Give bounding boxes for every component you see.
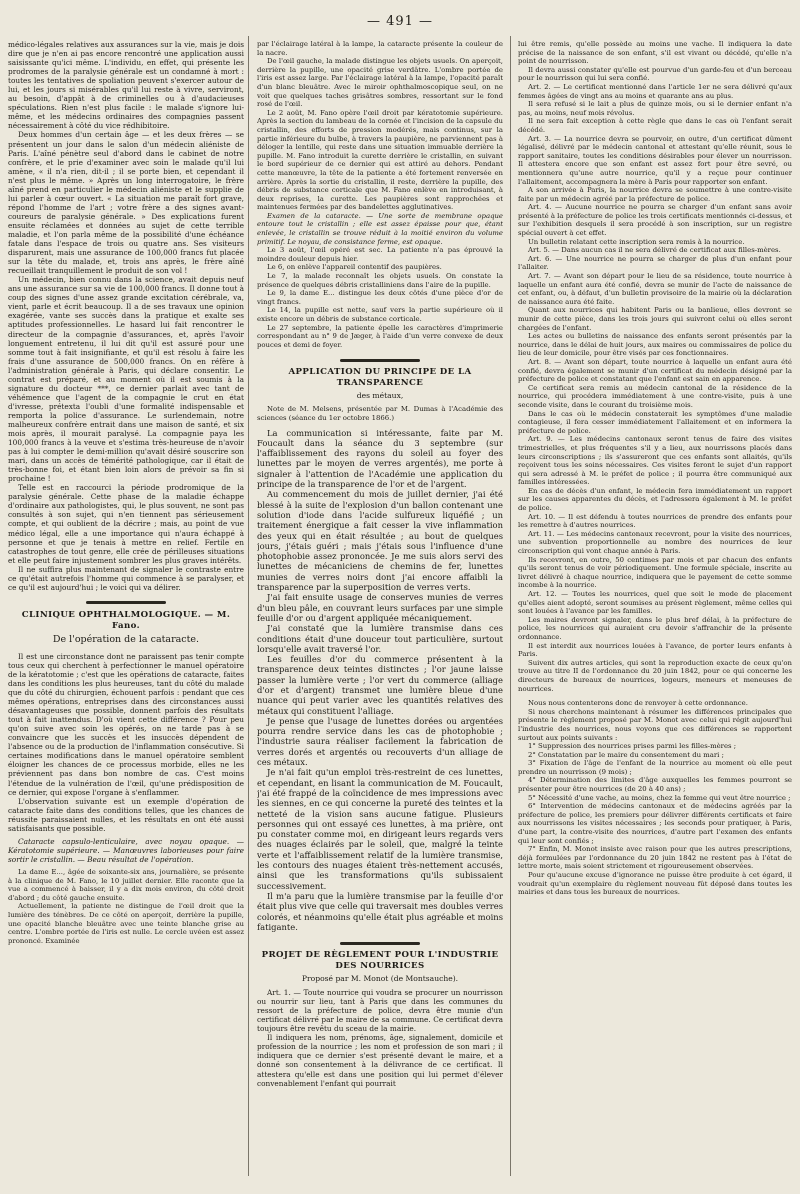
paragraph: Il sera refusé si le lait a plus de quinze mois, ou si le dernier enfant n'a pas, au moins, neuf mois révolus.	[518, 100, 792, 117]
paragraph: Je pense que l'usage de lunettes dorées ou argentées pourra rendre service dans les cas de photophobie ; l'industrie saura réaliser facilement la fabrication de verres dorés et argentés ou recouverts d'un alliage de ces métaux.	[257, 715, 503, 768]
paragraph: Les maires devront signaler, dans le plus bref délai, à la préfecture de police, les nourrices qui auraient cru devoir s'affranchir de la présente ordonnance.	[518, 615, 792, 641]
paragraph: Ils recevront, en outre, 50 centimes par mois et par chacun des enfants qu'ils seront tenus de voir périodiquement. Une formule spéciale, inscrite au livret délivré à chaque nourrice, indiquera que le payement de cette somme incombe à la nourrice.	[518, 555, 792, 590]
paragraph: Art. 3. — La nourrice devra se pourvoir, en outre, d'un certificat dûment légalisé, délivré par le médecin cantonal et attestant qu'elle réunit, sous le rapport sanitaire, toutes les conditions désirables pour élever un nourrisson. Il attestera encore que son enfant est assez fort pour être sevré, ou mentionnera qu'une autre nourrice, qu'il y a reçue pour continuer l'allaitement, accompagnera la mère à Paris pour rapporter son enfant.	[518, 134, 792, 186]
paragraph: Art. 1. — Toute nourrice qui voudra se procurer un nourrisson ou nourrir sur lieu, tant à Paris que dans les communes du ressort de la préfecture de police, devra être munie d'un certificat délivré par le maire de sa commune. Ce certificat devra toujours être revêtu du sceau de la mairie.	[257, 988, 503, 1034]
paragraph: 7° Enfin, M. Monot insiste avec raison pour que les autres prescriptions, déjà formulées par l'ordonnance du 20 juin 1842 ne restent pas à l'état de lettre morte, mais soient strictement et rigoureusement observées.	[518, 845, 792, 871]
paragraph: 3° Fixation de l'âge de l'enfant de la nourrice au moment où elle peut prendre un nourrisson (9 mois) ;	[518, 759, 792, 776]
paragraph: La dame E..., âgée de soixante-six ans, journalière, se présente à la clinique de M. Fano, le 10 juillet dernier. Elle raconte que la vue a commencé à baisser, il y a dix mois environ, du côté droit d'abord ; du côté gauche ensuite.	[8, 867, 244, 902]
paragraph: Il ne sera fait exception à cette règle que dans le cas où l'enfant serait décédé.	[518, 117, 792, 134]
paragraph: Suivent dix autres articles, qui sont la reproduction exacte de ceux qu'on trouve au titre II de l'ordonnance du 20 juin 1842, pour ce qui concerne les directeurs de bureaux de nourrices, logeurs, meneurs et meneuses de nourrices.	[518, 658, 792, 693]
paragraph: Art. 5. — Dans aucun cas il ne sera délivré de certificat aux filles-mères.	[528, 246, 781, 255]
paragraph: Art. 4. — Aucune nourrice ne pourra se charger d'un enfant sans avoir présenté à la préfecture de police les trois certificats mentionnés ci-dessus, et sur l'exhibition desquels il sera procédé à son inscription, sur un registre spécial ouvert à cet effet.	[518, 203, 792, 238]
paragraph: En cas de décès d'un enfant, le médecin fera immédiatement un rapport sur les causes apparentes du décès, et l'adressera également à M. le préfet de police.	[518, 486, 792, 513]
paragraph: Dans le cas où le médecin constaterait les symptômes d'une maladie contagieuse, il fera cesser immédiatement l'allaitement et en informera la préfecture de police.	[518, 409, 792, 435]
paragraph: Un médecin, bien connu dans la science, avait depuis neuf ans une assurance sur sa vie de 100,000 francs. Il donne tout à coup des signes d'une assez grande excitation cérébrale, va, vient, parle et écrit beaucoup. Il a de ses travaux une opinion exagérée, vante ses succès dans la pratique et exalte ses aptitudes professionnelles. Le hasard lui fait rencontrer le directeur de la compagnie d'assurances, et, après l'avoir longuement entretenu, il lui dit qu'il est assuré pour une somme tout à fait insignifiante, et qu'il est résolu à faire les frais d'une assurance de 500,000 francs. On en réfère à l'administration générale à Paris, qui déclare consentir. Le contrat est préparé, et au moment où il est soumis à la signature du docteur ***, ce dernier parlait avec tant de véhémence que l'agent de la compagnie le crut en état d'ivresse, prétexta l'oubli d'une formalité indispensable et remporta la police d'assurance. Le surlendemain, notre malheureux confrère entrait dans une maison de santé, et six mois après, il mourait paralysé. La compagnie paya les 100,000 francs à la veuve et s'estima très-heureuse de n'avoir pas à lui compter le demi-million qu'avait désiré souscrire son mari, dans un accès de témérité pathologique, car il était de très-bonne foi, et étant bien loin alors de prévoir sa fin si prochaine !	[8, 275, 244, 484]
paragraph: Le 2 août, M. Fano opère l'œil droit par kératotomie supérieure. Après la section du lambeau de la cornée et l'incision de la capsule du cristallin, des efforts de pression modérés, mais continus, sur la partie inférieure du bulbe, à travers la paupière, ne parviennent pas à déloger la lentille, qui reste dans une situation immuable derrière la pupille. M. Fano introduit la curette derrière le cristallin, en suivant le bord supérieur de ce dernier qui est attiré au dehors. Pendant cette manœuvre, la tête de la patiente a été fortement renversée en arrière. Après la sortie du cristallin, il reste, derrière la pupille, des débris de substance corticale que M. Fano enlève en introduisant, à deux reprises, la curette. Les paupières sont rapprochées et maintenues fermées par des bandelettes agglutinatives.	[257, 108, 503, 212]
paragraph: Art. 12. — Toutes les nourrices, quel que soit le mode de placement qu'elles aient adopté, seront soumises au présent règlement, même celles qui sont louées à l'avance par les familles.	[518, 590, 792, 616]
paragraph: Deux hommes d'un certain âge — et les deux frères — se présentent un jour dans le salon d'un médecin aliéniste de Paris. L'aîné pénètre seul d'abord dans le cabinet de notre confrère, et le prie d'examiner avec soin le malade qu'il lui amène, « il n'a rien, dit-il ; il se porte bien, et cependant il n'est plus le même. » Après un long interrogatoire, le frère aîné prend en particulier le médecin aliéniste et le supplie de lui parler à cœur ouvert. « La situation me paraît fort grave, répond l'homme de l'art ; votre frère a des signes avant-coureurs de paralysie générale. » Des explications furent ensuite réclamées et données au sujet de cette terrible maladie, et l'on parla même de la possibilité d'une échéance fatale dans l'espace de trois ou quatre ans. Ses visiteurs disparurent, mais une assurance de 100,000 francs fut placée sur la tête du malade, et, trois ans après, le frère aîné recueillait tranquillement le produit de son vol !	[8, 130, 244, 276]
paragraph: Le 9, la dame E... distingue les deux côtés d'une pièce d'or de vingt francs.	[257, 289, 503, 306]
paragraph: Les feuilles d'or du commerce présentent à la transparence deux teintes distinctes ; l'or jaune laisse passer la lumière verte ; l'or vert du commerce (alliage d'or et d'argent) transmet une lumière bleue d'une nuance qui peut varier avec les quantités relatives des métaux qui constituent l'alliage.	[257, 654, 503, 716]
column-rule-right	[510, 36, 514, 1176]
paragraph: Examen de la cataracte. — Une sorte de membrane opaque entoure tout le cristallin ; elle est assez épaisse pour que, étant enlevée, le cristallin se trouve réduit à la moitié environ du volume primitif. Le noyau, de consistance ferme, est opaque.	[257, 211, 503, 246]
paragraph: Art. 6. — Une nourrice ne pourra se charger de plus d'un enfant pour l'allaiter.	[518, 254, 792, 272]
paragraph: Les actes ou bulletins de naissance des enfants seront présentés par la nourrice, dans le délai de huit jours, aux maires ou commissaires de police du lieu de leur domicile, pour être visés par ces fonctionnaires.	[518, 332, 792, 358]
case-title: Cataracte capsulo-lenticulaire, avec noyau opaque. — Kératotomie supérieure. — Manœuvres laborieuses pour faire sortir le cristallin. — Beau résultat de l'opération.	[8, 836, 244, 864]
paragraph: A son arrivée à Paris, la nourrice devra se soumettre à une contre-visite faite par un médecin agréé par la préfecture de police.	[518, 186, 792, 203]
paragraph: Le 3 août, l'œil opéré est sec. La patiente n'a pas éprouvé la moindre douleur depuis hier.	[257, 246, 503, 263]
paragraph: Un bulletin relatant cette inscription sera remis à la nourrice.	[528, 237, 745, 246]
section-subtitle-cataracte: De l'opération de la cataracte.	[52, 633, 200, 645]
ornament-divider	[257, 355, 503, 361]
paragraph: J'ai fait ensuite usage de conserves munies de verres d'un bleu pâle, en couvrant leurs surfaces par une simple feuille d'or ou d'argent appliquée mécaniquement.	[257, 592, 503, 623]
paragraph: 5° Nécessité d'une vache, au moins, chez la femme qui veut être nourrice ;	[528, 793, 791, 802]
paragraph: Je n'ai fait qu'un emploi très-restreint de ces lunettes, et cependant, en lisant la communication de M. Foucault, j'ai été frappé de la coïncidence de mes impressions avec les siennes, en ce qui concerne la pureté des teintes et la netteté de la vision sans aucune fatigue. Plusieurs personnes qui ont essayé ces lunettes, à ma prière, ont pu constater comme moi, en dirigeant leurs regards vers des nuages éclairés par le soleil, que, malgré la teinte verte et l'affaiblissement relatif de la lumière transmise, les contours des nuages étaient très-nettement accusés, ainsi que les transformations qu'ils subissaient successivement.	[257, 767, 503, 891]
paragraph: Si nous cherchons maintenant à résumer les différences principales que présente le règlement proposé par M. Monot avec celui qui régit aujourd'hui l'industrie des nourrices, nous voyons que ces différences se rapportent surtout aux points suivants :	[518, 707, 792, 742]
paragraph: Il devra aussi constater qu'elle est pourvue d'un garde-feu et d'un berceau pour le nourrisson qui lui sera confié.	[518, 65, 792, 83]
ornament-divider	[8, 598, 244, 604]
paragraph: Art. 11. — Les médecins cantonaux recevront, pour la visite des nourrices, une subvention proportionnelle au nombre des nourrices de leur circonscription qui vont chaque année à Paris.	[518, 529, 792, 556]
paragraph: Art. 10. — Il est défendu à toutes nourrices de prendre des enfants pour les remettre à d'autres nourrices.	[518, 512, 792, 530]
ornament-divider	[257, 938, 503, 944]
presentation-note: Note de M. Melsens, présentée par M. Dumas à l'Académie des sciences (séance du 1er octobre 1866.)	[257, 405, 503, 422]
page-number: — 491 —	[366, 14, 434, 29]
paragraph: médico-légales relatives aux assurances sur la vie, mais je dois dire que je n'en ai pas encore rencontré une application aussi saisissante qu'ici même. L'individu, en effet, qui présente les prodromes de la paralysie générale est un condamné à mort : toutes les tentatives de spoliation peuvent s'exercer autour de lui, et les jours si misérables qu'il lui reste à vivre, serviront, au besoin, d'appât à de criminelles ou à d'audacieuses spéculations. Rien n'est plus facile : le malade s'ignore lui-même, et les médecins ordinaires des compagnies passent nécessairement à côté du vice rédhibitoire.	[8, 40, 244, 131]
section-title-transparence: APPLICATION DU PRINCIPE DE LA TRANSPARENCE	[288, 367, 472, 389]
paragraph: Au commencement du mois de juillet dernier, j'ai été blessé à la suite de l'explosion d'un ballon contenant une solution d'iode dans l'acide sulfureux liquéfié ; un traitement énergique a fait cesser la vive inflammation des yeux qui en était résultée ; au bout de quelques jours, j'étais guéri ; mais j'étais sous l'influence d'une photophobie assez prononcée. Je me suis alors servi des lunettes de mécaniciens de chemins de fer, lunettes munies de verres noirs dont j'ai encore affaibli la transparence par la superposition de verres verts.	[257, 489, 503, 593]
paragraph: La communication si intéressante, faite par M. Foucault dans la séance du 3 septembre (sur l'affaiblissement des rayons du soleil au foyer des lunettes par le moyen de verres argentés), me porte à signaler à l'attention de l'Académie une application du principe de la transparence de l'or et de l'argent.	[257, 427, 503, 490]
column-rule-left	[248, 36, 252, 1176]
paragraph: Nous nous contenterons donc de renvoyer à cette ordonnance.	[528, 699, 748, 708]
paragraph: De l'œil gauche, la malade distingue les objets usuels. On aperçoit, derrière la pupille, une opacité grise verdâtre. L'ombre portée de l'iris est assez large. Par l'éclairage latéral à la lampe, l'opacité paraît d'un blanc bleuâtre. Avec le miroir ophthalmoscopique seul, on ne voit que quelques taches grisâtres sombres, ressortant sur le fond rosé de l'œil.	[257, 57, 503, 109]
paragraph: Art. 2. — Le certificat mentionné dans l'article 1er ne sera délivré qu'aux femmes âgées de vingt ans au moins et quarante ans au plus.	[518, 82, 792, 100]
paragraph: 2° Constatation par le maire du consentement du mari ;	[528, 750, 724, 759]
section-subtitle-monot: Proposé par M. Monot (de Montsauche).	[301, 974, 459, 984]
paragraph: Il indiquera les nom, prénoms, âge, signalement, domicile et profession de la nourrice ; les nom et profession de son mari ; il indiquera que ce dernier s'est présenté devant le maire, et a donné son consentement à la délivrance de ce certificat. Il attestera qu'elle est dans une position qui lui permet d'élever convenablement l'enfant qui pourrait	[257, 1033, 503, 1088]
paragraph: 6° Intervention de médecins cantonaux et de médecins agréés par la préfecture de police, les premiers pour délivrer différents certificats et faire aux nourrissons les visites nécessaires ; les seconds pour pratiquer, à Paris, d'une part, la contre-visite des nourrices, d'autre part l'examen des enfants qui leur sont confiés ;	[518, 802, 792, 845]
paragraph: Le 7, la malade reconnaît les objets usuels. On constate la présence de quelques débris cristalliniens dans l'aire de la pupille.	[257, 272, 503, 289]
section-subtitle-metaux: des métaux,	[356, 391, 404, 401]
paragraph: Telle est en raccourci la période prodromique de la paralysie générale. Cette phase de la maladie échappe d'ordinaire aux pathologistes, qui, le plus souvent, ne sont pas consultés à son sujet, qui n'en tiennent pas sérieusement compte, et qui oublient de la décrire ; mais, au point de vue médico légal, elle a une importance qui n'aura échappé à personne et que je tenais à mettre en relief. Fertile en catastrophes de tout genre, elle crée de périlleuses situations et elle peut faire injustement sombrer les plus graves intérêts.	[8, 483, 244, 565]
section-title-nourrices: PROJET DE RÈGLEMENT POUR L'INDUSTRIE DES NOURRICES	[261, 950, 499, 972]
paragraph: L'observation suivante est un exemple d'opération de cataracte faite dans des conditions telles, que les chances de réussite paraissaient nulles, et les résultats en ont été aussi satisfaisants que possible.	[8, 796, 244, 833]
paragraph: Art. 7. — Avant son départ pour le lieu de sa résidence, toute nourrice à laquelle un enfant aura été confié, devra se munir de l'acte de naissance de cet enfant, ou, à défaut, d'un bulletin provisoire de la mairie où la déclaration de naissance aura été faite.	[518, 272, 792, 306]
paragraph: 4° Détermination des limites d'âge auxquelles les femmes pourront se présenter pour être nourrices (de 20 à 40 ans) ;	[518, 776, 792, 794]
column-1	[8, 40, 244, 1180]
paragraph: Actuellement, la patiente ne distingue de l'œil droit que la lumière des ténèbres. De ce côté on aperçoit, derrière la pupille, une opacité blanche bleuâtre avec une teinte blanche grise au centre. L'ombre portée de l'iris est nulle. Le cercle uvéen est assez prononcé. Examinée	[8, 902, 244, 945]
paragraph: 1° Suppression des nourrices prises parmi les filles-mères ;	[528, 742, 737, 751]
paragraph: Quant aux nourrices qui habitent Paris ou la banlieue, elles devront se munir de cette pièce, dans les trois jours qui suivront celui où elles seront chargées de l'enfant.	[518, 306, 792, 332]
paragraph: Le 6, on enlève l'appareil contentif des paupières.	[267, 263, 442, 272]
column-3	[518, 40, 792, 1180]
section-title-clinique: CLINIQUE OPHTHALMOLOGIQUE. — M. Fano.	[21, 609, 231, 631]
paragraph: par l'éclairage latéral à la lampe, la cataracte présente la couleur de la nacre.	[257, 40, 503, 57]
paragraph: Le 14, la pupille est nette, sauf vers la partie supérieure où il existe encore un débris de substance corticale.	[257, 306, 503, 323]
paragraph: Il ne suffira plus maintenant de signaler le contraste entre ce qu'était autrefois l'homme qui commence à se paralyser, et ce qu'il est aujourd'hui ; le voici qui va délirer.	[8, 564, 244, 592]
paragraph: lui être remis, qu'elle possède au moins une vache. Il indiquera la date précise de la naissance de son enfant, s'il est vivant ou décédé, qu'elle n'a point de nourrisson.	[518, 40, 792, 66]
paragraph: Il est une circonstance dont ne paraissent pas tenir compte tous ceux qui cherchent à perfectionner le manuel opératoire de la kératotomie ; c'est que les opérations de cataracte, faites dans les conditions les plus heureuses, tant du côté du malade que du côté du chirurgien, échouent parfois : pendant que ces mêmes opérations, entreprises dans des circonstances aussi désavantageuses que possible, donnent parfois des résultats tout à fait inattendus. D'où vient cette différence ? Pour peu qu'on suive avec soin les opérés, on ne tarde pas à se convaincre que les succès et les insuccès dépendent de l'absence ou de la production de l'inflammation consécutive. Si certaines modifications dans le manuel opératoire semblent éloigner les chances de ce processus morbide, elles ne les préviennent pas dans bon nombre de cas. C'est moins l'étendue de la vulnération de l'œil, qu'une prédisposition de ce dernier, qui expose l'organe à s'enflammer.	[8, 651, 244, 797]
paragraph: Pour qu'aucune excuse d'ignorance ne puisse être produite à cet égard, il voudrait qu'un exemplaire du règlement nouveau fût déposé dans toutes les mairies et dans tous les bureaux de nourrices.	[518, 871, 792, 897]
paragraph: Art. 8. — Avant son départ, toute nourrice à laquelle un enfant aura été confié, devra également se munir d'un certificat du médecin désigné par la préfecture de police et constatant que l'enfant est sain en apparence.	[518, 357, 792, 384]
paragraph: Il m'a paru que la lumière transmise par la feuille d'or était plus vive que celle qui traversait mes doubles verres colorés, et néanmoins qu'elle était plus agréable et moins fatigante.	[257, 890, 503, 932]
paragraph: J'ai constaté que la lumière transmise dans ces conditions était d'une douceur tout particulière, surtout lorsqu'elle avait traversé l'or.	[257, 623, 503, 654]
paragraph: Art. 9. — Les médecins cantonaux seront tenus de faire des visites trimestrielles, et plus fréquentes s'il y a lieu, aux nourrissons placés dans leurs circonscriptions ; ils s'assureront que ces enfants sont allaités, qu'ils reçoivent tous les soins nécessaires. Ces visites feront le sujet d'un rapport qui sera adressé à M. le préfet de police ; il pourra être communiqué aux familles intéressées.	[518, 435, 792, 487]
paragraph: Il est interdit aux nourrices louées à l'avance, de porter leurs enfants à Paris.	[518, 641, 792, 659]
paragraph: Ce certificat sera remis au médecin cantonal de la résidence de la nourrice, qui procédera immédiatement à une contre-visite, puis à une seconde visite, dans le courant du troisième mois.	[518, 383, 792, 409]
paragraph: Le 27 septembre, la patiente épelle les caractères d'imprimerie correspondant au n° 9 de Jæger, à l'aide d'un verre convexe de deux pouces et demi de foyer.	[257, 323, 503, 349]
column-2	[257, 40, 503, 1180]
